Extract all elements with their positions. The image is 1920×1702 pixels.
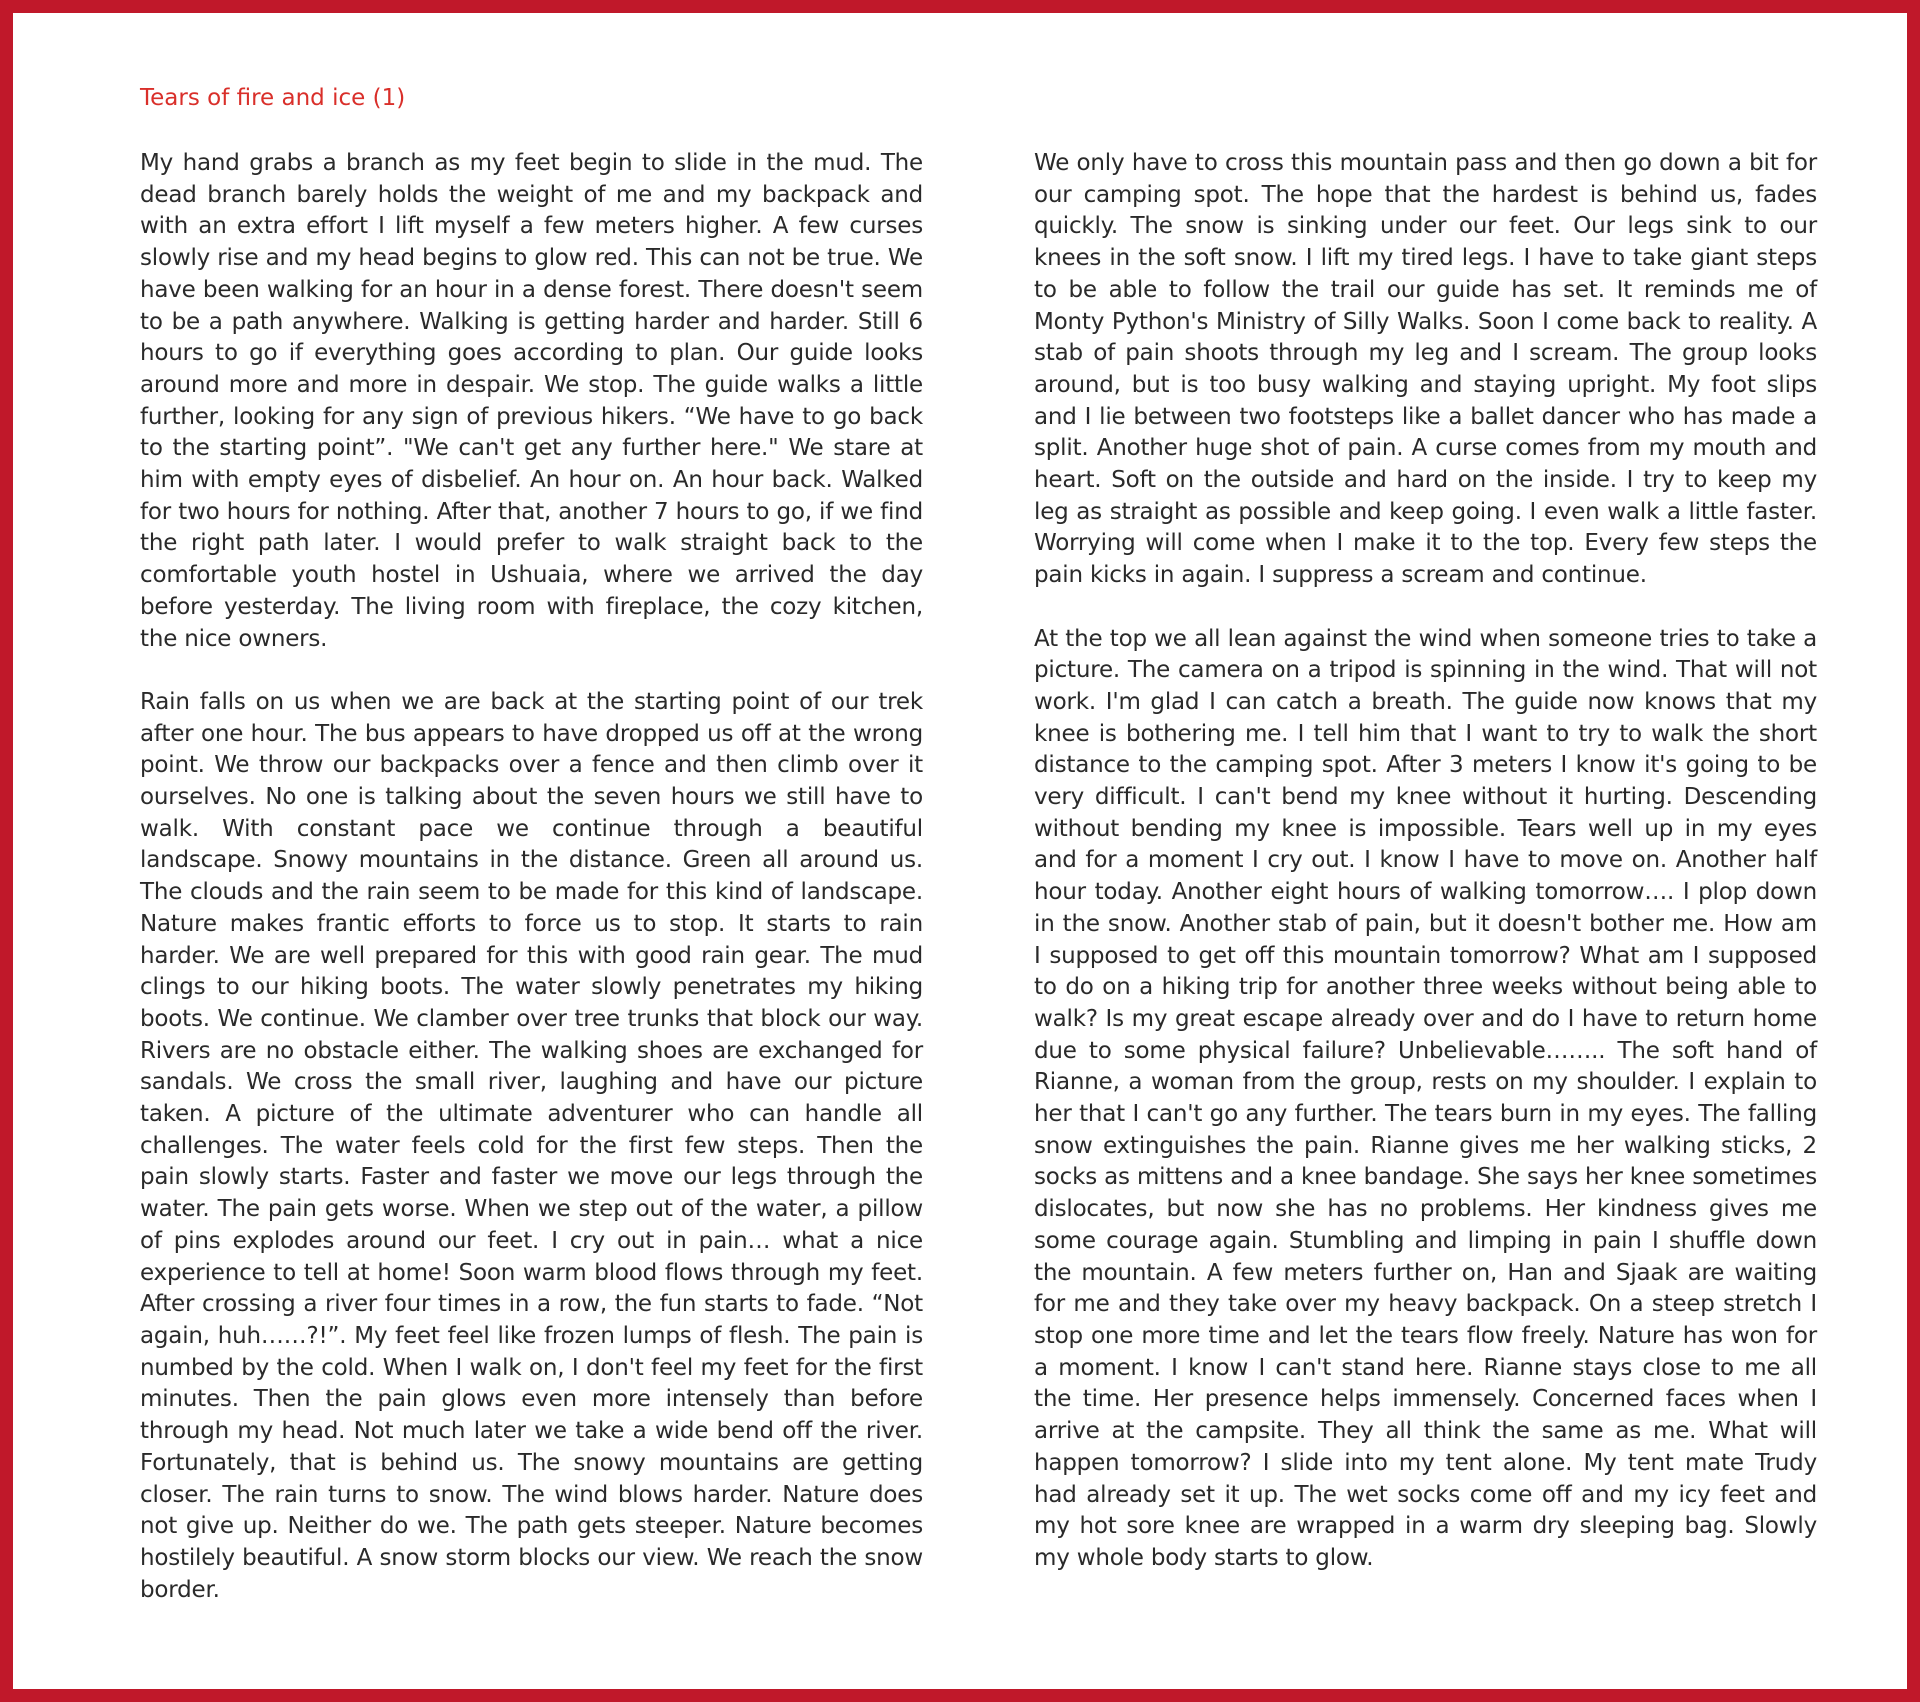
right-column bbox=[1034, 148, 1817, 1606]
paragraph: At the top we all lean against the wind when someone tries to take a picture. The camera on a tripod is spinning in the wind. That will not work. I'm glad I can catch a breath. The guide now knows that my knee is bothering me. I tell him that I want to try to walk the short distance to the camping spot. After 3 meters I know it's going to be very difficult. I can't bend my knee without it hurting. Descending without bending my knee is impossible. Tears well up in my eyes and for a moment I cry out. I know I have to move on. Another half hour today. Another eight hours of walking tomorrow…. I plop down in the snow. Another stab of pain, but it doesn't bother me. How am I supposed to get off this mountain tomorrow? What am I supposed to do on a hiking trip for another three weeks without being able to walk? Is my great escape already over and do I have to return home due to some physical failure? Unbelievable…….. The soft hand of Rianne, a woman from the group, rests on my shoulder. I explain to her that I can't go any further. The tears burn in my eyes. The falling snow extinguishes the pain. Rianne gives me her walking sticks, 2 socks as mittens and a knee bandage. She says her knee sometimes dislocates, but now she has no problems. Her kindness gives me some courage again. Stumbling and limping in pain I shuffle down the mountain. A few meters further on, Han and Sjaak are waiting for me and they take over my heavy backpack. On a steep stretch I stop one more time and let the tears flow freely. Nature has won for a moment. I know I can't stand here. Rianne stays close to me all the time. Her presence helps immensely. Concerned faces when I arrive at the campsite. They all think the same as me. What will happen tomorrow? I slide into my tent alone. My tent mate Trudy had already set it up. The wet socks come off and my icy feet and my hot sore knee are wrapped in a warm dry sleeping bag. Slowly my whole body starts to glow. bbox=[1034, 625, 1817, 1571]
page-title: Tears of fire and ice (1) bbox=[140, 85, 406, 111]
paragraph: Rain falls on us when we are back at the starting point of our trek after one hour. The bus appears to have dropped us off at the wrong point. We throw our backpacks over a fence and then climb over it ourselves. No one is talking about the seven hours we still have to walk. With constant pace we continue through a beautiful landscape. Snowy mountains in the distance. Green all around us. The clouds and the rain seem to be made for this kind of landscape. Nature makes frantic efforts to force us to stop. It starts to rain harder. We are well prepared for this with good rain gear. The mud clings to our hiking boots. The water slowly penetrates my hiking boots. We continue. We clamber over tree trunks that block our way. Rivers are no obstacle either. The walking shoes are exchanged for sandals. We cross the small river, laughing and have our picture taken. A picture of the ultimate adventurer who can handle all challenges. The water feels cold for the first few steps. Then the pain slowly starts. Faster and faster we move our legs through the water. The pain gets worse. When we step out of the water, a pillow of pins explodes around our feet. I cry out in pain… what a nice experience to tell at home! Soon warm blood flows through my feet. After crossing a river four times in a row, the fun starts to fade. “Not again, huh……?!”. My feet feel like frozen lumps of flesh. The pain is numbed by the cold. When I walk on, I don't feel my feet for the first minutes. Then the pain glows even more intensely than before through my head. Not much later we take a wide bend off the river. Fortunately, that is behind us. The snowy mountains are getting closer. The rain turns to snow. The wind blows harder. Nature does not give up. Neither do we. The path gets steeper. Nature becomes hostilely beautiful. A snow storm blocks our view. We reach the snow border. bbox=[140, 688, 923, 1603]
paragraph: We only have to cross this mountain pass and then go down a bit for our camping spot. The hope that the hardest is behind us, fades quickly. The snow is sinking under our feet. Our legs sink to our knees in the soft snow. I lift my tired legs. I have to take giant steps to be able to follow the trail our guide has set. It reminds me of Monty Python's Ministry of Silly Walks. Soon I come back to reality. A stab of pain shoots through my leg and I scream. The group looks around, but is too busy walking and staying upright. My foot slips and I lie between two footsteps like a ballet dancer who has made a split. Another huge shot of pain. A curse comes from my mouth and heart. Soft on the outside and hard on the inside. I try to keep my leg as straight as possible and keep going. I even walk a little faster. Worrying will come when I make it to the top. Every few steps the pain kicks in again. I suppress a scream and continue. bbox=[1034, 150, 1817, 589]
paragraph: My hand grabs a branch as my feet begin to slide in the mud. The dead branch barely holds the weight of me and my backpack and with an extra effort I lift myself a few meters higher. A few curses slowly rise and my head begins to glow red. This can not be true. We have been walking for an hour in a dense forest. There doesn't seem to be a path anywhere. Walking is getting harder and harder. Still 6 hours to go if everything goes according to plan. Our guide looks around more and more in despair. We stop. The guide walks a little further, looking for any sign of previous hikers. “We have to go back to the starting point”. "We can't get any further here." We stare at him with empty eyes of disbelief. An hour on. An hour back. Walked for two hours for nothing. After that, another 7 hours to go, if we find the right path later. I would prefer to walk straight back to the comfortable youth hostel in Ushuaia, where we arrived the day before yesterday. The living room with fireplace, the cozy kitchen, the nice owners. bbox=[140, 150, 923, 652]
left-column bbox=[140, 148, 923, 1638]
